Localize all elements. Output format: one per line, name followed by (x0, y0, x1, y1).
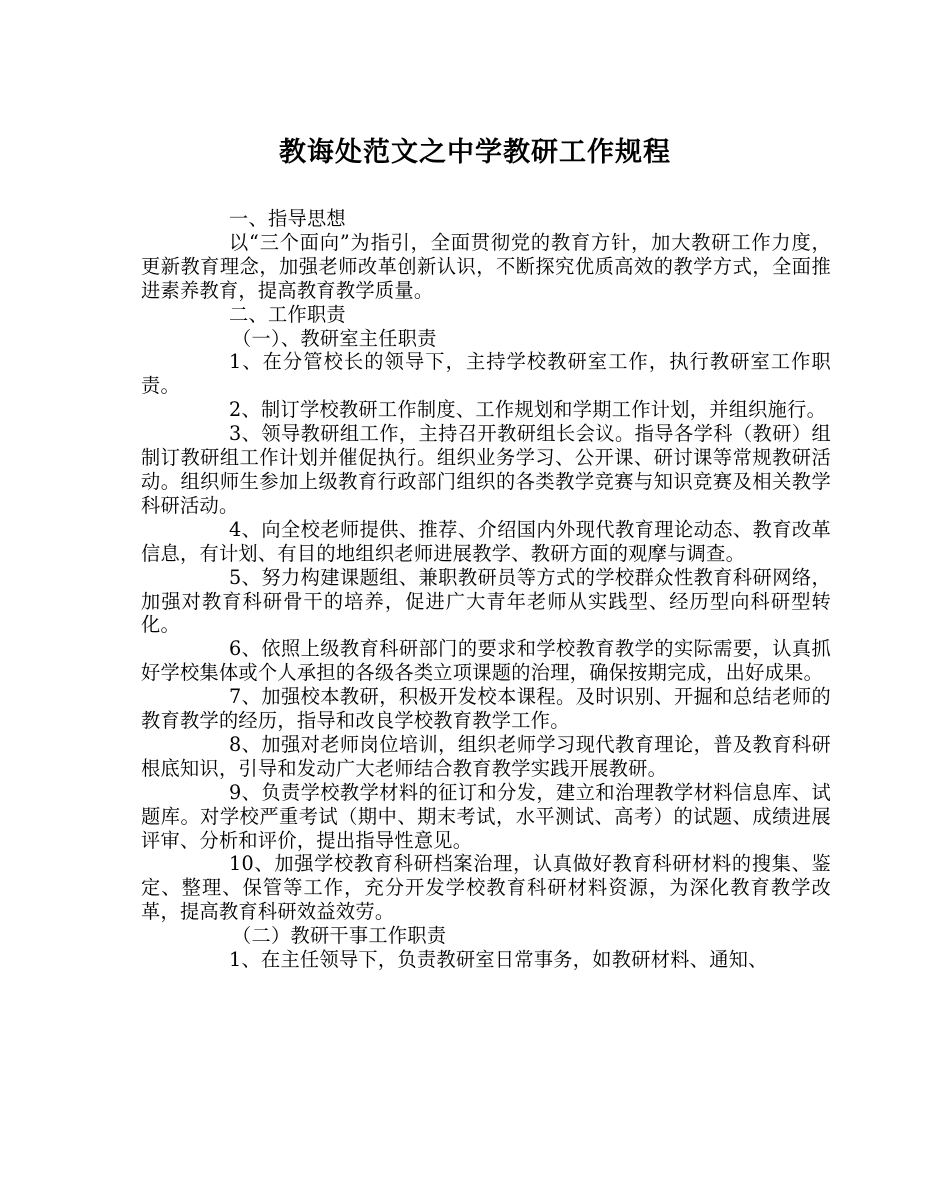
section-heading-guiding-thought: 一、指导思想 (229, 207, 346, 230)
paragraph-guiding-thought: 以“三个面向”为指引，全面贯彻党的教育方针，加大教研工作力度，更新教育理念，加强老师改革创新认识，不断探究优质高效的教学方式，全面推进素养教育，提高教育教学质量。 (141, 230, 831, 302)
list-item-duty-9: 9、负责学校教学材料的征订和分发，建立和治理教学材料信息库、试题库。对学校严重考试（期中、期末考试，水平测试、高考）的试题、成绩进展评审、分析和评价，提出指导性意见。 (141, 780, 831, 852)
list-item-duty-7: 7、加强校本教研，积极开发校本课程。及时识别、开掘和总结老师的教育教学的经历，指导和改良学校教育教学工作。 (141, 685, 831, 733)
list-item-duty-1: 1、在分管校长的领导下，主持学校教研室工作，执行教研室工作职责。 (141, 350, 831, 398)
list-item-duty-8: 8、加强对老师岗位培训，组织老师学习现代教育理论，普及教育科研根底知识，引导和发动广大老师结合教育教学实践开展教研。 (141, 732, 831, 780)
list-item-duty-10: 10、加强学校教育科研档案治理，认真做好教育科研材料的搜集、鉴定、整理、保管等工作，充分开发学校教育科研材料资源，为深化教育教学改革，提高教育科研效益效劳。 (141, 852, 831, 924)
list-item-secretary-duty-1: 1、在主任领导下，负责教研室日常事务，如教研材料、通知、 (229, 948, 768, 972)
section-heading-duties: 二、工作职责 (229, 302, 346, 326)
subsection-heading-secretary-duties: （二）教研干事工作职责 (232, 924, 447, 948)
document-title: 教诲处范文之中学教研工作规程 (279, 137, 671, 168)
list-item-duty-4: 4、向全校老师提供、推荐、介绍国内外现代教育理论动态、教育改革信息，有计划、有目的地组织老师进展教学、教研方面的观摩与调查。 (141, 517, 831, 565)
list-item-duty-6: 6、依照上级教育科研部门的要求和学校教育教学的实际需要，认真抓好学校集体或个人承担的各级各类立项课题的治理，确保按期完成，出好成果。 (141, 637, 831, 685)
list-item-duty-5: 5、努力构建课题组、兼职教研员等方式的学校群众性教育科研网络，加强对教育科研骨干的培养，促进广大青年老师从实践型、经历型向科研型转化。 (141, 565, 831, 637)
list-item-duty-2: 2、制订学校教研工作制度、工作规划和学期工作计划，并组织施行。 (229, 398, 827, 422)
document-body (141, 207, 831, 972)
list-item-duty-3: 3、领导教研组工作，主持召开教研组长会议。指导各学科（教研）组制订教研组工作计划并催促执行。组织业务学习、公开课、研讨课等常规教研活动。组织师生参加上级教育行政部门组织的各类教学竞赛与知识竞赛及相关教学科研活动。 (141, 422, 831, 517)
subsection-heading-director-duties: （一）、教研室主任职责 (232, 326, 437, 350)
